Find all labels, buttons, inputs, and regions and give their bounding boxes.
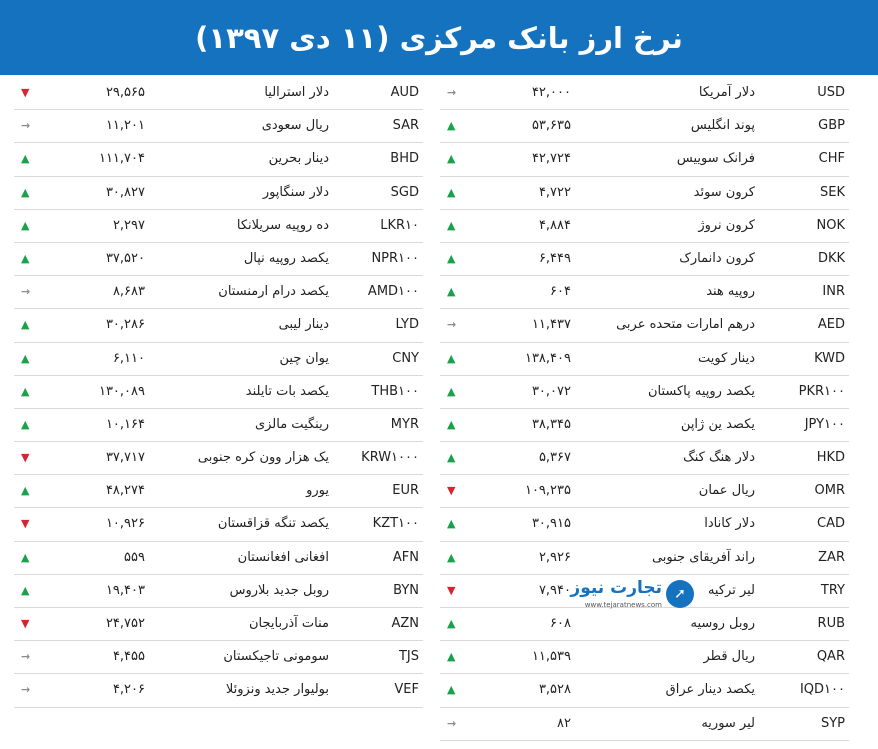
- rate-row: [14, 641, 423, 674]
- trend-up-icon: ▲: [447, 451, 456, 465]
- rate-row: [14, 77, 423, 110]
- currency-price: ۸۲: [557, 715, 571, 731]
- rate-row: [14, 110, 423, 143]
- currency-price: ۷,۹۴۰: [538, 582, 571, 598]
- rate-row: [14, 542, 423, 575]
- currency-code: THB۱۰۰: [371, 383, 419, 399]
- trend-up-icon: ▲: [21, 218, 30, 232]
- currency-code: CAD: [817, 516, 845, 532]
- trend-up-icon: ▲: [21, 152, 30, 166]
- currency-price: ۴,۲۰۶: [112, 682, 145, 698]
- currency-price: ۱۰۹,۲۳۵: [524, 483, 571, 499]
- rate-row: [14, 442, 423, 475]
- trend-down-icon: ▼: [21, 617, 30, 630]
- currency-price: ۶,۱۱۰: [112, 350, 145, 366]
- trend-up-icon: ▲: [447, 218, 456, 232]
- currency-price: ۳۷,۵۲۰: [105, 250, 145, 266]
- currency-code: LYD: [395, 317, 419, 333]
- trend-flat-icon: →: [21, 119, 31, 133]
- currency-price: ۳۰,۰۷۲: [531, 383, 571, 399]
- rates-column-right: [440, 77, 849, 741]
- currency-name: ریال قطر: [703, 649, 755, 665]
- trend-down-icon: ▼: [447, 484, 456, 498]
- rate-row: [440, 641, 849, 674]
- trend-up-icon: ▲: [21, 550, 30, 564]
- currency-price: ۴۸,۲۷۴: [105, 483, 145, 499]
- trend-up-icon: ▲: [447, 285, 456, 299]
- trend-up-icon: ▲: [447, 351, 456, 365]
- rate-row: [14, 243, 423, 276]
- currency-price: ۳۰,۹۱۵: [531, 516, 571, 532]
- currency-code: KZT۱۰۰: [372, 516, 419, 532]
- currency-name: یوان چین: [279, 350, 329, 366]
- currency-name: دلار استرالیا: [264, 85, 329, 100]
- rate-row: [14, 309, 423, 342]
- header-bar: [0, 0, 878, 75]
- currency-name: یکصد درام ارمنستان: [218, 284, 329, 300]
- currency-code: SAR: [392, 118, 419, 134]
- trend-up-icon: ▲: [447, 550, 456, 564]
- rate-row: [14, 409, 423, 442]
- rate-row: [440, 542, 849, 575]
- currency-code: INR: [822, 284, 845, 300]
- rate-row: [440, 143, 849, 176]
- trend-up-icon: ▲: [21, 417, 30, 431]
- rate-row: [14, 376, 423, 409]
- trend-flat-icon: →: [21, 650, 31, 664]
- currency-price: ۱۰,۹۲۶: [105, 516, 145, 532]
- trend-flat-icon: →: [447, 716, 457, 730]
- currency-name: یکصد بات تایلند: [245, 383, 329, 399]
- rate-row: [440, 343, 849, 376]
- currency-name: کرون سوئد: [693, 184, 755, 200]
- currency-name: یکصد روپیه نپال: [243, 250, 329, 266]
- currency-name: رینگیت مالزی: [254, 416, 329, 432]
- trend-up-icon: ▲: [21, 484, 30, 498]
- currency-name: منات آذربایجان: [249, 616, 329, 631]
- currency-code: IQD۱۰۰: [799, 682, 845, 698]
- currency-code: AED: [817, 317, 845, 333]
- trend-up-icon: ▲: [21, 185, 30, 199]
- currency-price: ۳۰,۲۸۶: [105, 317, 145, 333]
- currency-name: دلار کانادا: [704, 516, 755, 532]
- currency-name: کرون دانمارک: [679, 250, 755, 266]
- currency-name: راند آفریقای جنوبی: [651, 549, 755, 565]
- rate-row: [440, 708, 849, 741]
- currency-name: یک هزار وون کره جنوبی: [197, 450, 329, 466]
- currency-price: ۱۱,۲۰۱: [105, 118, 145, 134]
- currency-price: ۱۰,۱۶۴: [105, 416, 145, 432]
- currency-price: ۲,۲۹۷: [112, 217, 145, 233]
- currency-code: NOK: [816, 217, 845, 233]
- currency-code: OMR: [814, 483, 845, 499]
- currency-code: LKR۱۰: [380, 217, 419, 233]
- rate-row: [14, 276, 423, 309]
- currency-code: BHD: [390, 151, 419, 167]
- logo-site: www.tejaratnews.com: [584, 601, 662, 609]
- currency-code: KWD: [814, 350, 845, 366]
- currency-code: JPY۱۰۰: [804, 416, 845, 432]
- currency-code: SEK: [820, 184, 845, 200]
- rate-row: [440, 177, 849, 210]
- trend-down-icon: ▼: [21, 451, 30, 465]
- currency-name: درهم امارات متحده عربی: [616, 317, 755, 333]
- rate-row: [14, 210, 423, 243]
- currency-price: ۵۵۹: [124, 549, 145, 565]
- rate-row: [440, 475, 849, 508]
- currency-price: ۶,۴۴۹: [538, 250, 571, 266]
- currency-price: ۶۰۴: [550, 284, 571, 300]
- rates-column-left: [14, 77, 423, 708]
- currency-name: روبل روسیه: [690, 616, 755, 631]
- currency-price: ۱۱,۴۳۷: [531, 317, 571, 333]
- currency-price: ۴,۴۵۵: [112, 649, 145, 665]
- currency-code: CNY: [392, 350, 419, 366]
- trend-flat-icon: →: [447, 86, 457, 99]
- trend-up-icon: ▲: [447, 152, 456, 166]
- rate-row: [14, 475, 423, 508]
- currency-price: ۵,۳۶۷: [538, 450, 571, 466]
- currency-price: ۱۳۸,۴۰۹: [524, 350, 571, 366]
- currency-name: دینار کویت: [698, 350, 755, 366]
- currency-price: ۱۱۱,۷۰۴: [98, 151, 145, 167]
- currency-name: لیر سوریه: [701, 715, 755, 731]
- logo-icon: ➚: [666, 580, 694, 608]
- currency-price: ۴۲,۰۰۰: [531, 85, 571, 100]
- currency-code: EUR: [392, 483, 419, 499]
- currency-name: دلار هنگ کنگ: [683, 450, 755, 466]
- currency-price: ۴,۷۲۲: [538, 184, 571, 200]
- currency-price: ۸,۶۸۳: [112, 284, 145, 300]
- trend-up-icon: ▲: [447, 683, 456, 697]
- trend-flat-icon: →: [447, 318, 457, 332]
- currency-price: ۴,۸۸۴: [538, 217, 571, 233]
- rate-row: [440, 674, 849, 707]
- currency-code: RUB: [817, 616, 845, 631]
- currency-code: CHF: [818, 151, 845, 167]
- currency-code: AZN: [391, 616, 419, 631]
- currency-price: ۲,۹۲۶: [538, 549, 571, 565]
- currency-name: ریال سعودی: [261, 118, 329, 134]
- currency-code: BYN: [393, 582, 419, 598]
- currency-price: ۲۴,۷۵۲: [105, 616, 145, 631]
- currency-code: USD: [817, 85, 845, 100]
- currency-name: بولیوار جدید ونزوئلا: [225, 682, 329, 698]
- currency-name: دلار آمریکا: [698, 85, 755, 100]
- trend-up-icon: ▲: [447, 384, 456, 398]
- rate-row: [14, 143, 423, 176]
- currency-code: QAR: [816, 649, 845, 665]
- trend-up-icon: ▲: [447, 119, 456, 133]
- trend-up-icon: ▲: [21, 583, 30, 597]
- currency-price: ۳۰,۸۲۷: [105, 184, 145, 200]
- rate-row: [440, 210, 849, 243]
- currency-price: ۲۹,۵۶۵: [105, 85, 145, 100]
- trend-up-icon: ▲: [447, 517, 456, 531]
- currency-name: دینار بحرین: [268, 151, 329, 167]
- currency-name: یکصد ین ژاپن: [680, 416, 755, 432]
- trend-up-icon: ▲: [447, 617, 456, 630]
- currency-code: MYR: [390, 416, 419, 432]
- currency-name: فرانک سوییس: [676, 151, 755, 167]
- currency-price: ۱۹,۴۰۳: [105, 582, 145, 598]
- currency-code: SGD: [390, 184, 419, 200]
- trend-up-icon: ▲: [447, 251, 456, 265]
- rate-row: [440, 508, 849, 541]
- currency-name: لیر ترکیه: [707, 582, 755, 598]
- currency-price: ۳۸,۳۴۵: [531, 416, 571, 432]
- rate-row: [14, 343, 423, 376]
- rate-row: [14, 508, 423, 541]
- currency-price: ۱۱,۵۳۹: [531, 649, 571, 665]
- trend-down-icon: ▼: [21, 86, 30, 99]
- currency-price: ۵۳,۶۳۵: [531, 118, 571, 134]
- page-title: نرخ ارز بانک مرکزی (۱۱ دی ۱۳۹۷): [195, 20, 683, 55]
- currency-code: GBP: [818, 118, 845, 134]
- currency-name: پوند انگلیس: [690, 118, 755, 134]
- trend-up-icon: ▲: [447, 185, 456, 199]
- currency-name: سومونی تاجیکستان: [223, 649, 329, 665]
- rate-row: [440, 110, 849, 143]
- currency-code: ZAR: [818, 549, 845, 565]
- currency-price: ۶۰۸: [550, 616, 571, 631]
- trend-up-icon: ▲: [447, 650, 456, 664]
- currency-name: افغانی افغانستان: [237, 549, 329, 565]
- currency-code: AMD۱۰۰: [367, 284, 419, 300]
- rate-row: [14, 674, 423, 707]
- rate-row: [440, 409, 849, 442]
- rate-row: [14, 575, 423, 608]
- rate-row: [440, 309, 849, 342]
- currency-price: ۳۷,۷۱۷: [105, 450, 145, 466]
- logo-name: تجارت نیوز: [570, 578, 662, 598]
- currency-code: TRY: [820, 582, 845, 598]
- rate-row: [440, 77, 849, 110]
- currency-code: KRW۱۰۰۰: [361, 450, 419, 466]
- currency-code: AFN: [392, 549, 419, 565]
- currency-name: یکصد تنگه قزاقستان: [217, 516, 329, 532]
- currency-code: SYP: [820, 715, 845, 731]
- rate-row: [14, 177, 423, 210]
- currency-code: TJS: [398, 649, 419, 665]
- rate-row: [440, 276, 849, 309]
- currency-name: دلار سنگاپور: [262, 184, 329, 200]
- trend-up-icon: ▲: [21, 318, 30, 332]
- trend-up-icon: ▲: [447, 417, 456, 431]
- currency-name: کرون نروژ: [698, 217, 755, 233]
- currency-code: NPR۱۰۰: [371, 250, 419, 266]
- currency-price: ۳,۵۲۸: [538, 682, 571, 698]
- rate-row: [14, 608, 423, 641]
- currency-name: ریال عمان: [698, 483, 755, 499]
- currency-name: روپیه هند: [706, 284, 755, 300]
- watermark-logo: [558, 578, 694, 618]
- currency-code: PKR۱۰۰: [798, 383, 845, 399]
- trend-down-icon: ▼: [447, 583, 456, 597]
- currency-code: DKK: [817, 250, 845, 266]
- currency-name: روبل جدید بلاروس: [229, 582, 329, 598]
- currency-price: ۴۲,۷۲۴: [531, 151, 571, 167]
- trend-up-icon: ▲: [21, 351, 30, 365]
- trend-flat-icon: →: [21, 683, 31, 697]
- currency-code: HKD: [816, 450, 845, 466]
- trend-flat-icon: →: [21, 285, 31, 299]
- rate-row: [440, 376, 849, 409]
- rate-row: [440, 442, 849, 475]
- currency-code: AUD: [390, 85, 419, 100]
- currency-name: یورو: [306, 483, 329, 499]
- rate-row: [440, 243, 849, 276]
- currency-name: ده روپیه سریلانکا: [236, 217, 329, 233]
- currency-price: ۱۳۰,۰۸۹: [98, 383, 145, 399]
- currency-name: یکصد روپیه پاکستان: [647, 383, 755, 399]
- trend-down-icon: ▼: [21, 517, 30, 531]
- currency-name: یکصد دینار عراق: [665, 682, 755, 698]
- trend-up-icon: ▲: [21, 251, 30, 265]
- currency-code: VEF: [394, 682, 419, 698]
- currency-name: دینار لیبی: [278, 317, 329, 333]
- trend-up-icon: ▲: [21, 384, 30, 398]
